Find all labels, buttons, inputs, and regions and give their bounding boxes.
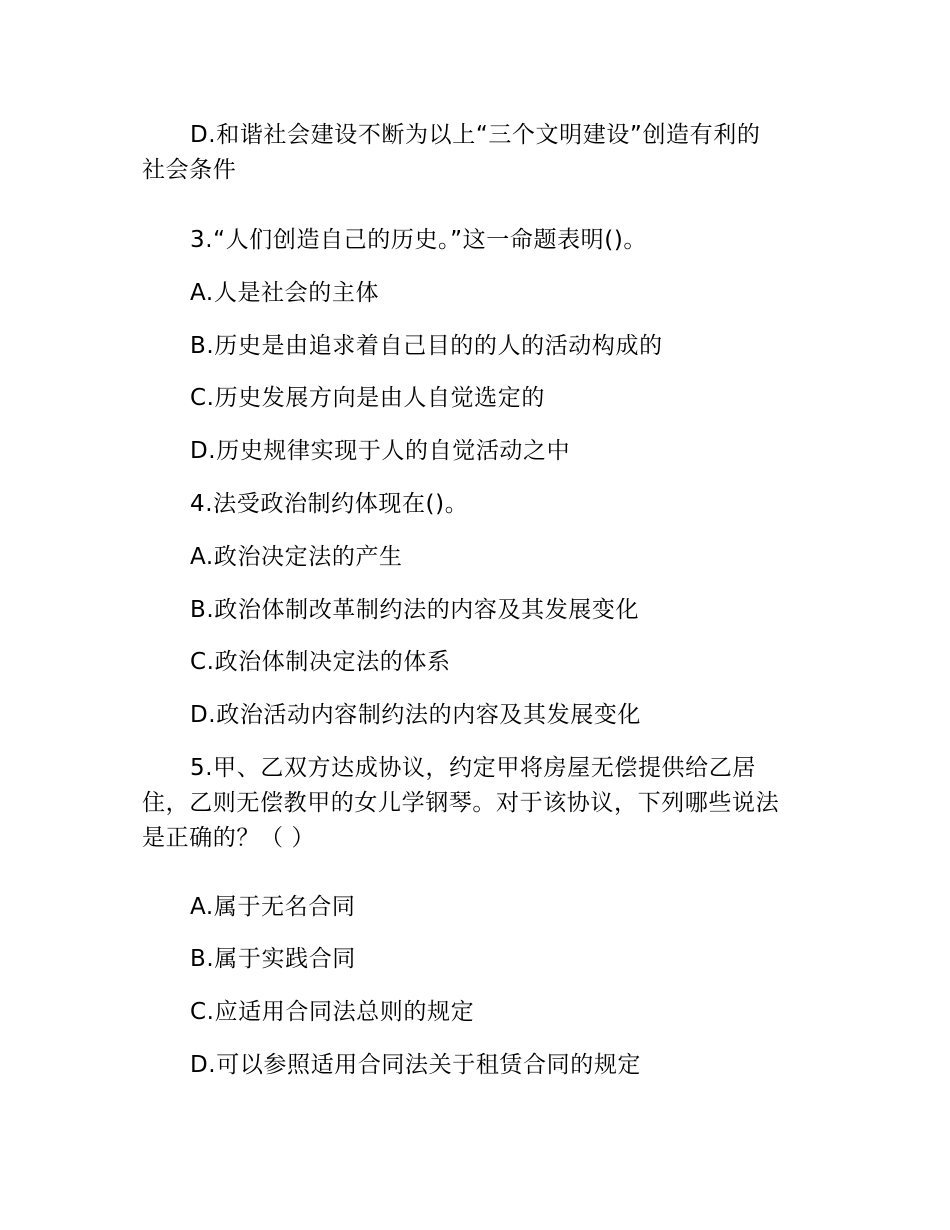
q5-stem-line-3: 是正确的？（ ） (142, 825, 316, 851)
q5-stem-line-2: 住，乙则无偿教甲的女儿学钢琴。对于该协议，下列哪些说法 (142, 790, 780, 816)
q3-option-c: C.历史发展方向是由人自觉选定的 (190, 385, 545, 411)
q2-option-d-line-1: D.和谐社会建设不断为以上“三个文明建设”创造有利的 (190, 122, 761, 148)
q3-option-b: B.历史是由追求着自己目的的人的活动构成的 (190, 333, 663, 359)
q4-option-c: C.政治体制决定法的体系 (190, 649, 451, 675)
q4-stem: 4.法受政治制约体现在()。 (190, 491, 469, 517)
q5-stem (142, 751, 814, 856)
q5-stem-line-1: 5.甲、乙双方达成协议，约定甲将房屋无偿提供给乙居 (190, 755, 756, 781)
q2-option-d (142, 118, 814, 188)
q4-option-b: B.政治体制改革制约法的内容及其发展变化 (190, 597, 640, 623)
q3-option-d: D.历史规律实现于人的自觉活动之中 (190, 438, 571, 464)
q2-option-d-line-2: 社会条件 (142, 157, 237, 183)
q3-option-a: A.人是社会的主体 (190, 280, 380, 306)
q5-option-c: C.应适用合同法总则的规定 (190, 999, 475, 1025)
q5-option-b: B.属于实践合同 (190, 946, 356, 972)
q5-option-d: D.可以参照适用合同法关于租赁合同的规定 (190, 1052, 642, 1078)
q4-option-a: A.政治决定法的产生 (190, 544, 403, 570)
q5-option-a: A.属于无名合同 (190, 894, 356, 920)
q4-option-d: D.政治活动内容制约法的内容及其发展变化 (190, 702, 642, 728)
q3-stem: 3.“人们创造自己的历史。”这一命题表明()。 (190, 227, 648, 253)
